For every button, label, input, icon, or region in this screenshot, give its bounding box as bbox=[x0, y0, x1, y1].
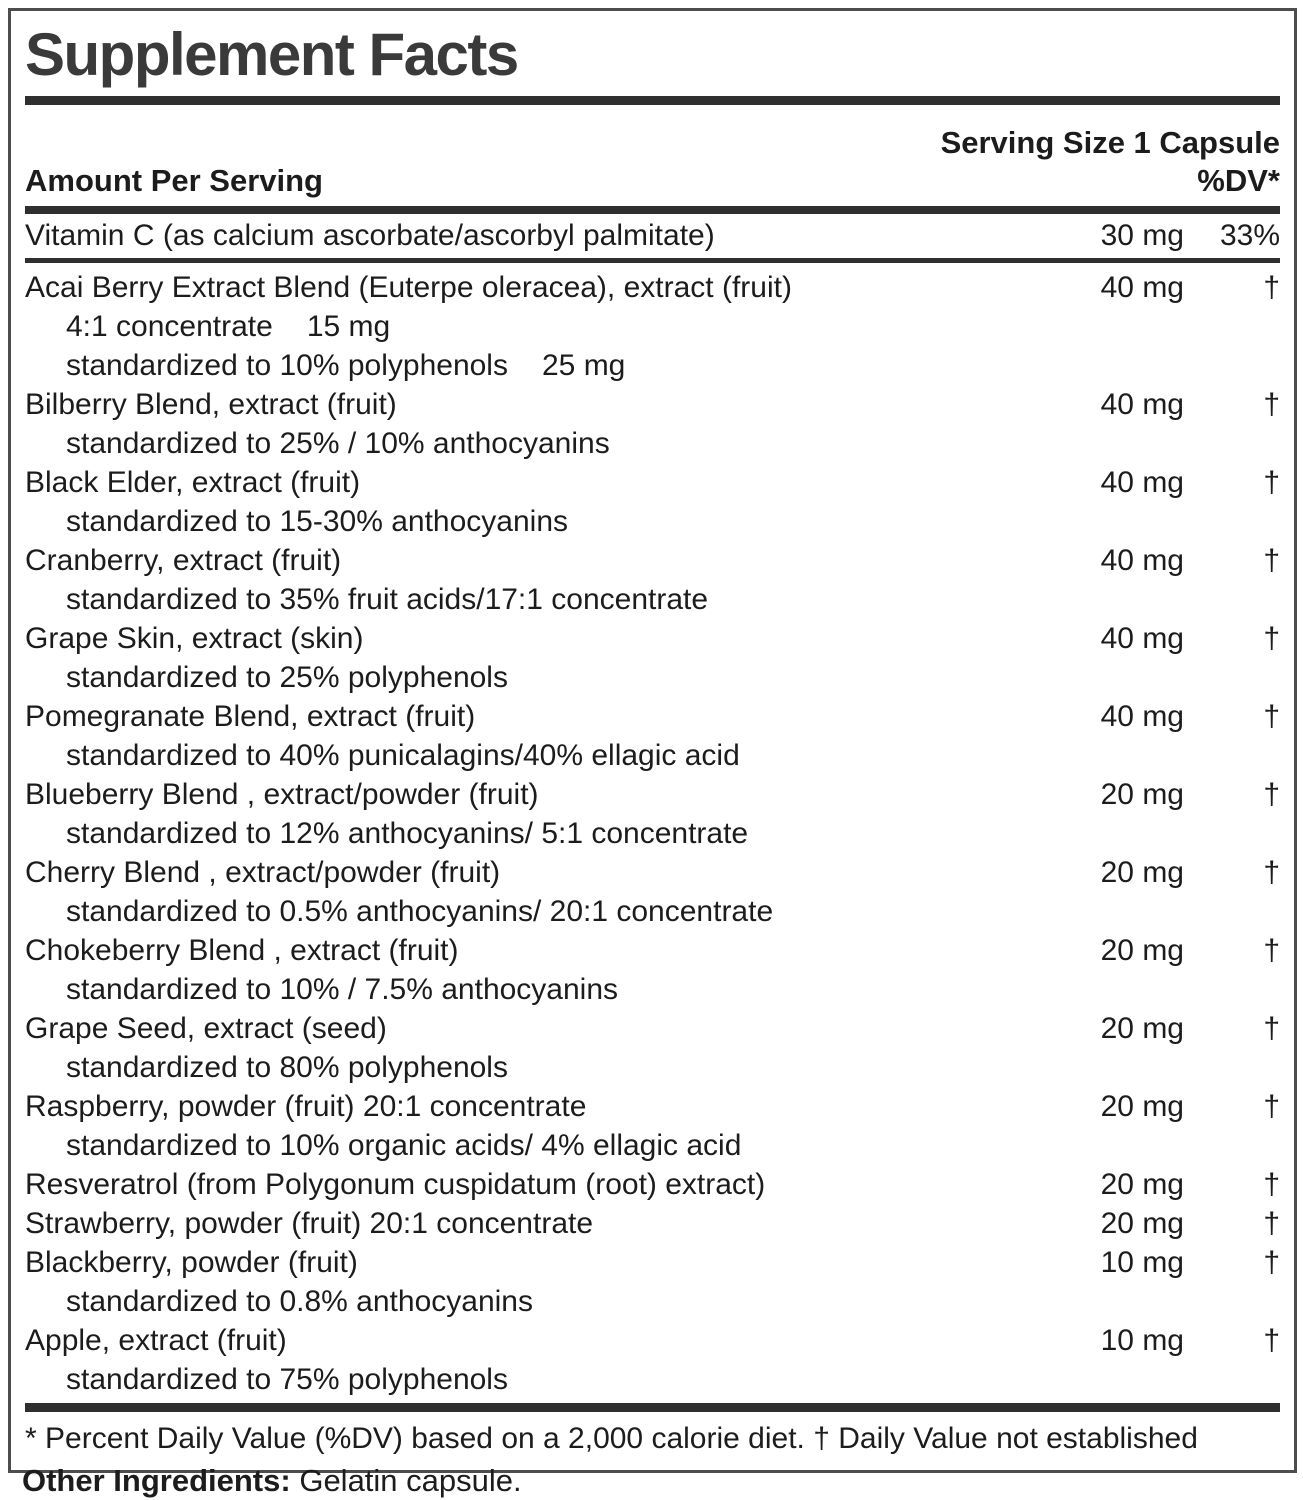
subrow-text: standardized to 10% organic acids/ 4% ellagic acid bbox=[66, 1129, 742, 1162]
ingredient-row bbox=[25, 1321, 1280, 1360]
ingredient-row bbox=[25, 1165, 1280, 1204]
ingredient-name: Grape Skin, extract (skin) bbox=[25, 622, 364, 655]
ingredient-dv: † bbox=[1263, 1207, 1280, 1240]
ingredient-subrow bbox=[25, 970, 1280, 1009]
ingredient-dv: † bbox=[1263, 466, 1280, 499]
ingredient-name: Cherry Blend , extract/powder (fruit) bbox=[25, 856, 501, 889]
ingredient-amount: 20 mg bbox=[1100, 1168, 1184, 1201]
ingredient-row bbox=[25, 268, 1280, 307]
ingredient-subrow bbox=[25, 1360, 1280, 1399]
ingredient-dv: † bbox=[1263, 388, 1280, 421]
ingredient-dv: † bbox=[1263, 1168, 1280, 1201]
ingredient-row bbox=[25, 931, 1280, 970]
subrow-text: standardized to 12% anthocyanins/ 5:1 concentrate bbox=[66, 817, 749, 850]
ingredient-dv: † bbox=[1263, 1012, 1280, 1045]
ingredient-name: Bilberry Blend, extract (fruit) bbox=[25, 388, 397, 421]
subrow-text: 4:1 concentrate bbox=[66, 310, 273, 343]
ingredient-row bbox=[25, 1009, 1280, 1048]
vitamin-c-dv: 33% bbox=[1219, 219, 1280, 252]
ingredient-row bbox=[25, 463, 1280, 502]
subrow-text: standardized to 25% polyphenols bbox=[66, 661, 508, 694]
ingredient-rows bbox=[25, 263, 1280, 1403]
ingredient-amount: 40 mg bbox=[1100, 700, 1184, 733]
ingredient-amount: 40 mg bbox=[1100, 466, 1184, 499]
ingredient-amount: 40 mg bbox=[1100, 544, 1184, 577]
ingredient-group bbox=[25, 775, 1280, 853]
ingredient-group bbox=[25, 541, 1280, 619]
ingredient-group bbox=[25, 853, 1280, 931]
ingredient-dv: † bbox=[1263, 856, 1280, 889]
ingredient-group bbox=[25, 1009, 1280, 1087]
ingredient-row bbox=[25, 619, 1280, 658]
ingredient-group bbox=[25, 931, 1280, 1009]
ingredient-amount: 40 mg bbox=[1100, 388, 1184, 421]
ingredient-dv: † bbox=[1263, 271, 1280, 304]
ingredient-row bbox=[25, 1243, 1280, 1282]
vitamin-c-row bbox=[25, 214, 1280, 258]
ingredient-subrow bbox=[25, 736, 1280, 775]
ingredient-dv: † bbox=[1263, 622, 1280, 655]
ingredient-group bbox=[25, 697, 1280, 775]
subrow-text: standardized to 35% fruit acids/17:1 concentrate bbox=[66, 583, 709, 616]
ingredient-row bbox=[25, 853, 1280, 892]
ingredient-subrow bbox=[25, 307, 1280, 346]
ingredient-dv: † bbox=[1263, 700, 1280, 733]
ingredient-row bbox=[25, 1087, 1280, 1126]
ingredient-amount: 40 mg bbox=[1100, 622, 1184, 655]
ingredient-name: Raspberry, powder (fruit) 20:1 concentrate bbox=[25, 1090, 587, 1123]
ingredient-amount: 10 mg bbox=[1100, 1246, 1184, 1279]
other-ingredients bbox=[22, 1462, 522, 1500]
subrow-text: standardized to 0.8% anthocyanins bbox=[66, 1285, 533, 1318]
divider-footnote bbox=[25, 1403, 1280, 1412]
ingredient-subrow bbox=[25, 658, 1280, 697]
ingredient-dv: † bbox=[1263, 934, 1280, 967]
other-ingredients-value: Gelatin capsule. bbox=[299, 1463, 522, 1498]
ingredient-dv: † bbox=[1263, 778, 1280, 811]
subrow-amount: 25 mg bbox=[541, 349, 626, 382]
ingredient-subrow bbox=[25, 814, 1280, 853]
subrow-text: standardized to 10% / 7.5% anthocyanins bbox=[66, 973, 619, 1006]
subrow-text: standardized to 10% polyphenols bbox=[66, 349, 508, 382]
serving-size-text: Serving Size 1 Capsule bbox=[940, 125, 1280, 160]
ingredient-group bbox=[25, 1321, 1280, 1399]
ingredient-subrow bbox=[25, 580, 1280, 619]
ingredient-amount: 20 mg bbox=[1100, 1207, 1184, 1240]
ingredient-subrow bbox=[25, 424, 1280, 463]
divider-header bbox=[25, 206, 1280, 214]
ingredient-amount: 10 mg bbox=[1100, 1324, 1184, 1357]
ingredient-name: Acai Berry Extract Blend (Euterpe oleracea), extract (fruit) bbox=[25, 271, 792, 304]
ingredient-row bbox=[25, 385, 1280, 424]
ingredient-group bbox=[25, 619, 1280, 697]
ingredient-subrow bbox=[25, 346, 1280, 385]
dv-header: %DV* bbox=[1197, 163, 1280, 198]
ingredient-row bbox=[25, 1204, 1280, 1243]
ingredient-amount: 20 mg bbox=[1100, 778, 1184, 811]
ingredient-group bbox=[25, 1087, 1280, 1165]
ingredient-group bbox=[25, 268, 1280, 385]
ingredient-name: Cranberry, extract (fruit) bbox=[25, 544, 342, 577]
ingredient-amount: 20 mg bbox=[1100, 934, 1184, 967]
ingredient-row bbox=[25, 541, 1280, 580]
ingredient-amount: 40 mg bbox=[1100, 271, 1184, 304]
ingredient-subrow bbox=[25, 892, 1280, 931]
ingredient-subrow bbox=[25, 1282, 1280, 1321]
ingredient-dv: † bbox=[1263, 1324, 1280, 1357]
ingredient-group bbox=[25, 385, 1280, 463]
ingredient-name: Grape Seed, extract (seed) bbox=[25, 1012, 387, 1045]
ingredient-subrow bbox=[25, 502, 1280, 541]
ingredient-name: Black Elder, extract (fruit) bbox=[25, 466, 361, 499]
ingredient-group bbox=[25, 1165, 1280, 1204]
ingredient-subrow bbox=[25, 1048, 1280, 1087]
subrow-text: standardized to 15-30% anthocyanins bbox=[66, 505, 569, 538]
ingredient-name: Blueberry Blend , extract/powder (fruit) bbox=[25, 778, 539, 811]
dv-footnote: * Percent Daily Value (%DV) based on a 2,000 calorie diet. † Daily Value not established bbox=[25, 1422, 1198, 1455]
column-header-row bbox=[25, 163, 1280, 199]
ingredient-subrow bbox=[25, 1126, 1280, 1165]
subrow-amount: 15 mg bbox=[306, 310, 391, 343]
ingredient-name: Blackberry, powder (fruit) bbox=[25, 1246, 358, 1279]
other-ingredients-label: Other Ingredients: bbox=[22, 1463, 291, 1498]
supplement-facts-panel bbox=[8, 8, 1297, 1473]
subrow-text: standardized to 0.5% anthocyanins/ 20:1 concentrate bbox=[66, 895, 774, 928]
subrow-text: standardized to 40% punicalagins/40% ellagic acid bbox=[66, 739, 740, 772]
ingredient-name: Pomegranate Blend, extract (fruit) bbox=[25, 700, 476, 733]
ingredient-dv: † bbox=[1263, 544, 1280, 577]
ingredient-group bbox=[25, 1243, 1280, 1321]
ingredient-amount: 20 mg bbox=[1100, 1012, 1184, 1045]
ingredient-name: Resveratrol (from Polygonum cuspidatum (root) extract) bbox=[25, 1168, 766, 1201]
vitamin-c-amount: 30 mg bbox=[1100, 219, 1184, 252]
ingredient-name: Strawberry, powder (fruit) 20:1 concentrate bbox=[25, 1207, 594, 1240]
ingredient-row bbox=[25, 775, 1280, 814]
amount-per-serving-header: Amount Per Serving bbox=[25, 163, 323, 198]
ingredient-dv: † bbox=[1263, 1246, 1280, 1279]
ingredient-dv: † bbox=[1263, 1090, 1280, 1123]
ingredient-amount: 20 mg bbox=[1100, 1090, 1184, 1123]
ingredient-group bbox=[25, 1204, 1280, 1243]
ingredient-name: Apple, extract (fruit) bbox=[25, 1324, 287, 1357]
ingredient-row bbox=[25, 697, 1280, 736]
subrow-text: standardized to 75% polyphenols bbox=[66, 1363, 508, 1396]
subrow-text: standardized to 25% / 10% anthocyanins bbox=[66, 427, 610, 460]
ingredient-group bbox=[25, 463, 1280, 541]
ingredient-name: Chokeberry Blend , extract (fruit) bbox=[25, 934, 459, 967]
panel-title: Supplement Facts bbox=[25, 21, 518, 88]
subrow-text: standardized to 80% polyphenols bbox=[66, 1051, 508, 1084]
vitamin-c-name: Vitamin C (as calcium ascorbate/ascorbyl palmitate) bbox=[25, 219, 715, 252]
ingredient-amount: 20 mg bbox=[1100, 856, 1184, 889]
divider-title bbox=[25, 96, 1280, 105]
